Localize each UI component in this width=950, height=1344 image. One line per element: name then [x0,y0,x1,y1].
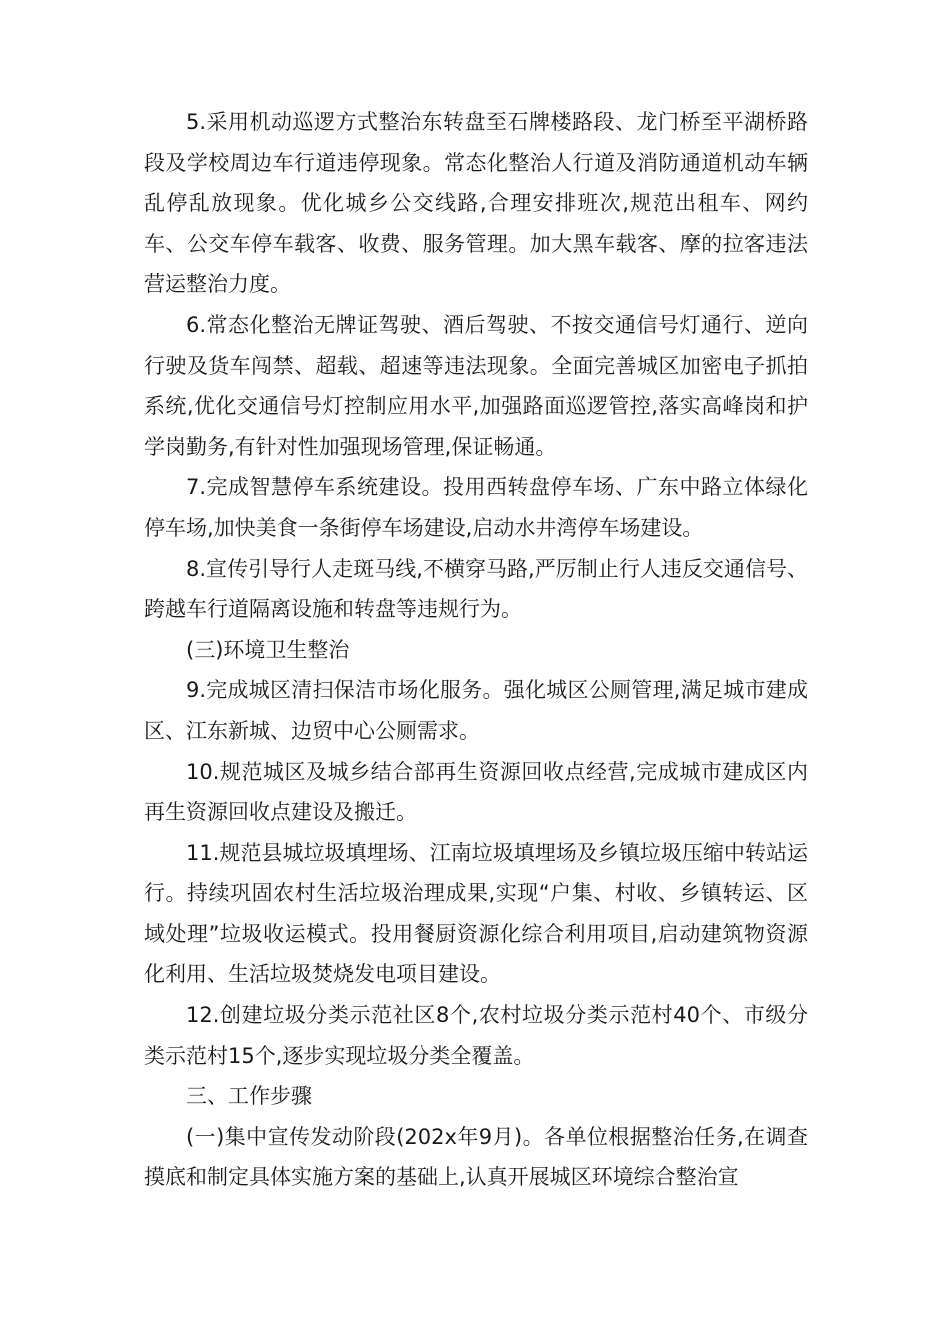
paragraph-item-11: 11.规范县城垃圾填埋场、江南垃圾填埋场及乡镇垃圾压缩中转站运行。持续巩固农村生活垃圾治理成果,实现“户集、村收、乡镇转运、区域处理”垃圾收运模式。投用餐厨资源化综合利用项目,启动建筑物资源化利用、生活垃圾焚烧发电项目建设。 [144,840,808,987]
section-heading-work-steps: 三、工作步骤 [186,1084,312,1109]
paragraph-item-5: 5.采用机动巡逻方式整治东转盘至石牌楼路段、龙门桥至平湖桥路段及学校周边车行道违停现象。常态化整治人行道及消防通道机动车辆乱停乱放现象。优化城乡公交线路,合理安排班次,规范出租车、网约车、公交车停车载客、收费、服务管理。加大黑车载客、摩的拉客违法营运整治力度。 [144,110,808,297]
paragraph-item-8: 8.宣传引导行人走斑马线,不横穿马路,严厉制止行人违反交通信号、跨越车行道隔离设施和转盘等违规行为。 [144,556,808,622]
section-heading-environment: (三)环境卫生整治 [186,637,350,662]
paragraph-item-10: 10.规范城区及城乡结合部再生资源回收点经营,完成城市建成区内再生资源回收点建设及搬迁。 [144,759,808,825]
paragraph-item-7: 7.完成智慧停车系统建设。投用西转盘停车场、广东中路立体绿化停车场,加快美食一条街停车场建设,启动水井湾停车场建设。 [144,475,808,540]
paragraph-item-6: 6.常态化整治无牌证驾驶、酒后驾驶、不按交通信号灯通行、逆向行驶及货车闯禁、超载、超速等违法现象。全面完善城区加密电子抓拍系统,优化交通信号灯控制应用水平,加强路面巡逻管控,落实高峰岗和护学岗勤务,有针对性加强现场管理,保证畅通。 [144,312,808,459]
paragraph-item-9: 9.完成城区清扫保洁市场化服务。强化城区公厕管理,满足城市建成区、江东新城、边贸中心公厕需求。 [144,678,808,743]
paragraph-stage-1: (一)集中宣传发动阶段(202x年9月)。各单位根据整治任务,在调查摸底和制定具体实施方案的基础上,认真开展城区环境综合整治宣 [144,1124,808,1190]
paragraph-item-12: 12.创建垃圾分类示范社区8个,农村垃圾分类示范村40个、市级分类示范村15个,逐步实现垃圾分类全覆盖。 [144,1003,808,1068]
document-body [144,102,808,1198]
